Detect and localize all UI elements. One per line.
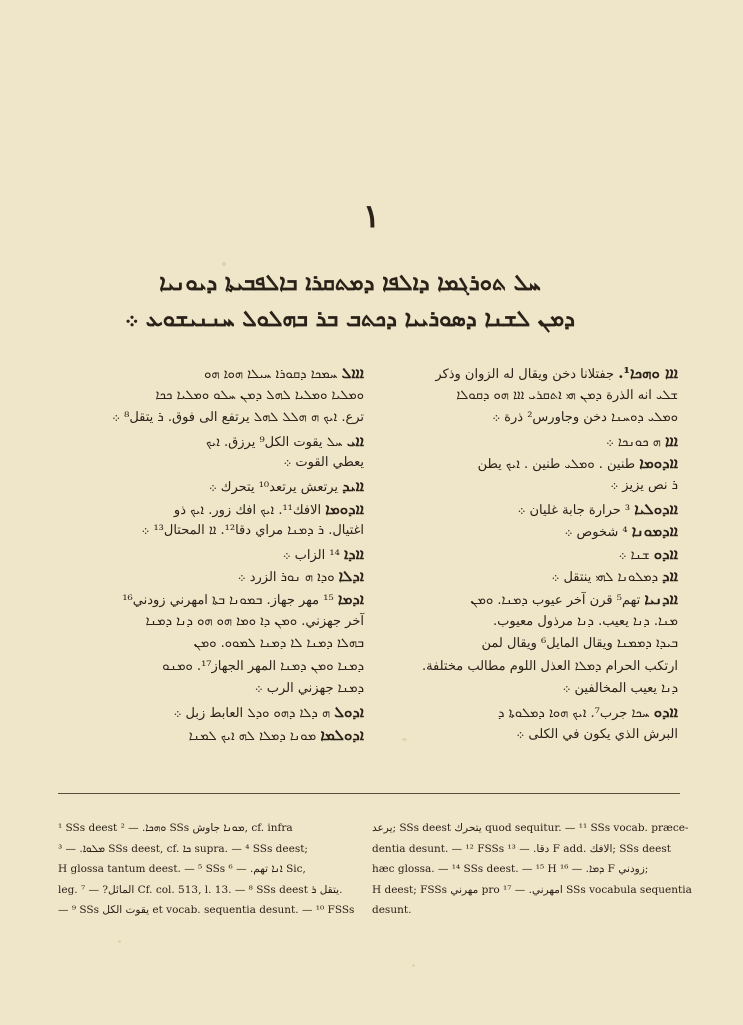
text-line	[378, 656, 678, 679]
gloss-text: يرتعش يرتعد¹⁰ يتحرك ܀	[208, 479, 339, 495]
gloss-text: ܒܝܕܐ ܕܡܡܢܐ ويقال المايل⁶ ويقال لمن	[481, 636, 678, 652]
text-line	[58, 452, 364, 475]
text-line	[378, 520, 678, 543]
text-line	[378, 498, 678, 521]
headword: ܐܐܕܡܘܢܐ	[631, 522, 678, 541]
headword: ܐܐܕܘ	[653, 544, 678, 563]
gloss-text: ¹⁵ مهر جهاز. ܒܡܘܢܐ ܒܬܐ امهرني زودني¹⁶	[122, 592, 334, 608]
text-line	[58, 588, 364, 611]
headword: ܐܐܕܘܡܐ	[639, 454, 678, 473]
text-line	[58, 611, 364, 634]
text-line	[378, 565, 678, 588]
gloss-text: ܘܕܐ ܗ ܢܘܪ الزرد ܀	[237, 570, 335, 586]
gloss-text: ܪ نص يزيز ܀	[610, 477, 678, 493]
headword: ܐܐܐ ܘܗܟܐ¹.	[618, 364, 678, 382]
text-line	[378, 452, 678, 475]
gloss-text: ܫܠܝ انه الذرة ܕܡܢ ܗܝ ܐܬܩܪܝ ܐܐܐ ܗܘ ܕܩܘܠܐ	[456, 387, 678, 403]
text-line	[378, 633, 678, 656]
text-line	[58, 430, 364, 453]
headword: ܐܐܕ	[662, 567, 678, 586]
text-line	[378, 701, 678, 724]
gloss-text: ܘܡܠܝܐ ܘܡܠܝܐ ܠܗܠ ܕܡܢ ܚܠܘ ܘܡܠܝܐ ܟܟܐ	[155, 387, 364, 403]
gloss-text: ܡܘܢܐ ܕܡܠܐ ܠܗ ܐܝܟ ܠܡܢܐ	[188, 728, 317, 744]
gloss-text: ܗ ܟܘܢܟܐ ܀	[605, 434, 661, 450]
gloss-text: طنين . ܘܡܠܝ طنين . ܐܝܟ يطن	[477, 457, 636, 473]
text-line	[58, 724, 364, 747]
headword: ܐܐܕܢܝܐ	[644, 589, 678, 608]
text-line	[378, 475, 678, 498]
gloss-text: ܚܠ يقوت الكل⁹ يرزق. ܐܝܟ	[205, 434, 343, 450]
headword: ܐܐܕܐ	[343, 544, 364, 563]
footnote-line: hæc glossa. — ¹⁴ SSs deest. — ¹⁵ H ܕܡܐ. — ¹⁶ F زودني;	[372, 863, 649, 875]
text-line	[378, 543, 678, 566]
text-line	[58, 475, 364, 498]
footnote-line: dentia desunt. — ¹² FSSs دقا. — ¹³ F add. الافك; SSs deest	[372, 842, 671, 855]
gloss-text: ³ حرارة جابة غليان ܀	[517, 502, 631, 518]
text-line	[378, 407, 678, 430]
gloss-text: ترع. ܐܝܟ ܗ ܗܠܠ ܠܗܠ يرتفع الى فوق. ܪ يتقل⁸ ܀	[112, 410, 364, 426]
headword: ܐܕܘܠܡܐ	[320, 725, 364, 744]
headword: ܐܕܠܐ	[338, 567, 364, 586]
gloss-text: ارتكب الحرام ܕܡܠܐ العذل اللوم مطالب مختلفة.	[421, 658, 678, 674]
headword: ܐܐܐ	[665, 431, 678, 450]
text-line	[58, 701, 364, 724]
headword: ܐܐܕܘܠܝܐ	[634, 499, 678, 518]
paper-spot	[412, 964, 415, 967]
text-line	[58, 385, 364, 408]
title-line-2: ܕܡܢ ܠܫܢܐ ܕܣܘܪܝܝܐ ܕܟܬܒ ܒܪ ܒܗܠܘܠ ܚܢܢܝܫܘܥ ܀	[124, 306, 576, 332]
gloss-text: ܕܡܢܐ جهزني الرب ܀	[254, 681, 364, 697]
gloss-text: اغتيال. ܪ ܕܡܢܐ مراي دقا¹². ܐܐ المحتال¹³ ܀	[141, 523, 364, 539]
gloss-text: يعطي القوت ܀	[283, 455, 364, 471]
text-line	[58, 520, 364, 543]
footnote-line: ܡܠܘܐ. — ³ SSs deest, cf. ܟܐ supra. — ⁴ SSs deest;	[58, 842, 308, 855]
text-line	[58, 633, 364, 656]
footnote-line: H glossa tantum deest. — ⁵ SSs ܐܢܐ تهم. — ⁶ Sic,	[58, 863, 306, 875]
text-line	[58, 407, 364, 430]
text-line	[378, 385, 678, 408]
text-line	[378, 611, 678, 634]
text-line	[378, 724, 678, 747]
footnote-line: يرعد; SSs deest يتحرك quod sequitur. — ¹¹ SSs vocab. præce-	[372, 822, 689, 834]
gloss-text: ܗ ܕܠܐ ܕܗܘ ܘܕܠ العابط زبل ܀	[173, 705, 331, 721]
text-line	[378, 430, 678, 453]
gloss-text: آخر جهزني. ܘܡܢ ܕܐ ܘܡܐ ܗܘ ܗܘ ܕܢܐ ܕܡܢܐ	[145, 613, 364, 629]
gloss-text: جفتلانا دخن ويقال له الزوان وذكر	[435, 367, 615, 382]
text-line	[378, 678, 678, 701]
gloss-text: البرش الذي يكون في الكلى ܀	[516, 726, 678, 742]
right-column	[378, 362, 678, 746]
title-line-1: ܚܠ ܬܘܪܓܡܐ ܕܐܠܦܐ ܕܡܬܩܪܐ ܒܐܠܦܒܝܬܐ ܕܝܘܢܝܐ	[159, 270, 541, 296]
gloss-text: ¹⁴ الزاب ܀	[282, 547, 340, 563]
gloss-text: تهم⁵ قرن آخر عيوب ܕܡܢܐ. ܘܡܢ	[470, 592, 641, 608]
text-line	[58, 543, 364, 566]
text-line	[58, 678, 364, 701]
text-line	[58, 362, 364, 385]
text-line	[58, 656, 364, 679]
left-column	[58, 362, 364, 746]
headword: ܐܕܘܠ	[334, 702, 364, 721]
footnotes-left	[58, 818, 356, 921]
gloss-text: ܒܗܠܐ ܕܡܢܐ ܠܐ ܕܡܢܐ ܠܡܘܘ. ܘܡܢ	[193, 636, 364, 652]
headword: ܐܐܕܘܡܐ	[325, 499, 364, 518]
paper-spot	[118, 940, 121, 943]
headword: ܐܐܐܠ	[341, 364, 364, 382]
gloss-text: ܕܡܢܐ ܘܡܢ ܕܡܢܐ المهر الجهاز¹⁷. ܘܡܢܘ	[162, 658, 364, 674]
footnote-divider	[58, 793, 680, 794]
gloss-text: ܫܢܐ ܀	[618, 547, 650, 563]
footnote-line: H deest; FSSs مهرني pro امهرني. — ¹⁷ SSs vocabula sequentia	[372, 883, 692, 896]
gloss-text: ܘܡܠܝ ܕܘܚܢܐ دخن وجاورس² ذرة ܀	[492, 410, 678, 426]
gloss-text: ܡܢܐ. ܕܢܐ يعيب. ܕܢܐ مرذول معيوب.	[492, 613, 678, 629]
text-line	[378, 588, 678, 611]
gloss-text: ܚܡܟܐ ܕܩܘܪܐ ܚܝܠܐ ܗܘܐ ܗܘ	[204, 367, 338, 382]
gloss-text: ⁴ شخوص ܀	[564, 525, 628, 541]
paper-spot	[402, 738, 407, 741]
headword: ܐܕܡܐ	[337, 589, 364, 608]
text-line	[58, 498, 364, 521]
text-line	[378, 362, 678, 385]
text-line	[58, 565, 364, 588]
gloss-text: الافك¹¹. ܐܝܟ افك زور. ܐܝܟ ذو	[173, 502, 322, 518]
footnote-line: — ⁹ SSs يقوت الكل et vocab. sequentia desunt. — ¹⁰ FSSs	[58, 904, 355, 916]
gloss-text: ܚܟܐ جرب⁷. ܐܝܟ ܗܘܐ ܕܡܠܘܬܐ ܕ	[498, 705, 650, 721]
headword: ܐܐܝܕ	[342, 476, 364, 495]
footnotes-right	[372, 818, 692, 921]
gloss-text: ܕܢܐ يعيب المخالفين ܀	[562, 681, 678, 697]
footnote-line: desunt.	[372, 904, 412, 916]
footnote-line: leg. المائل? — ⁷ Cf. col. 513, l. 13. — ⁸ SSs deest يتقل ܪ.	[58, 883, 343, 896]
headword: ܐܐܝ	[346, 431, 364, 450]
gloss-text: ܕܡܠܘܢܐ ܠܗܝ ينتقل ܀	[551, 570, 659, 586]
footnote-line: ¹ SSs deest ܘܗܟܐ. — ² SSs ܡܘܢܐ جاوش, cf. infra	[58, 822, 293, 834]
page-number: ١	[362, 197, 381, 235]
headword: ܐܐܕܘ	[653, 702, 678, 721]
paper-spot	[222, 262, 226, 266]
